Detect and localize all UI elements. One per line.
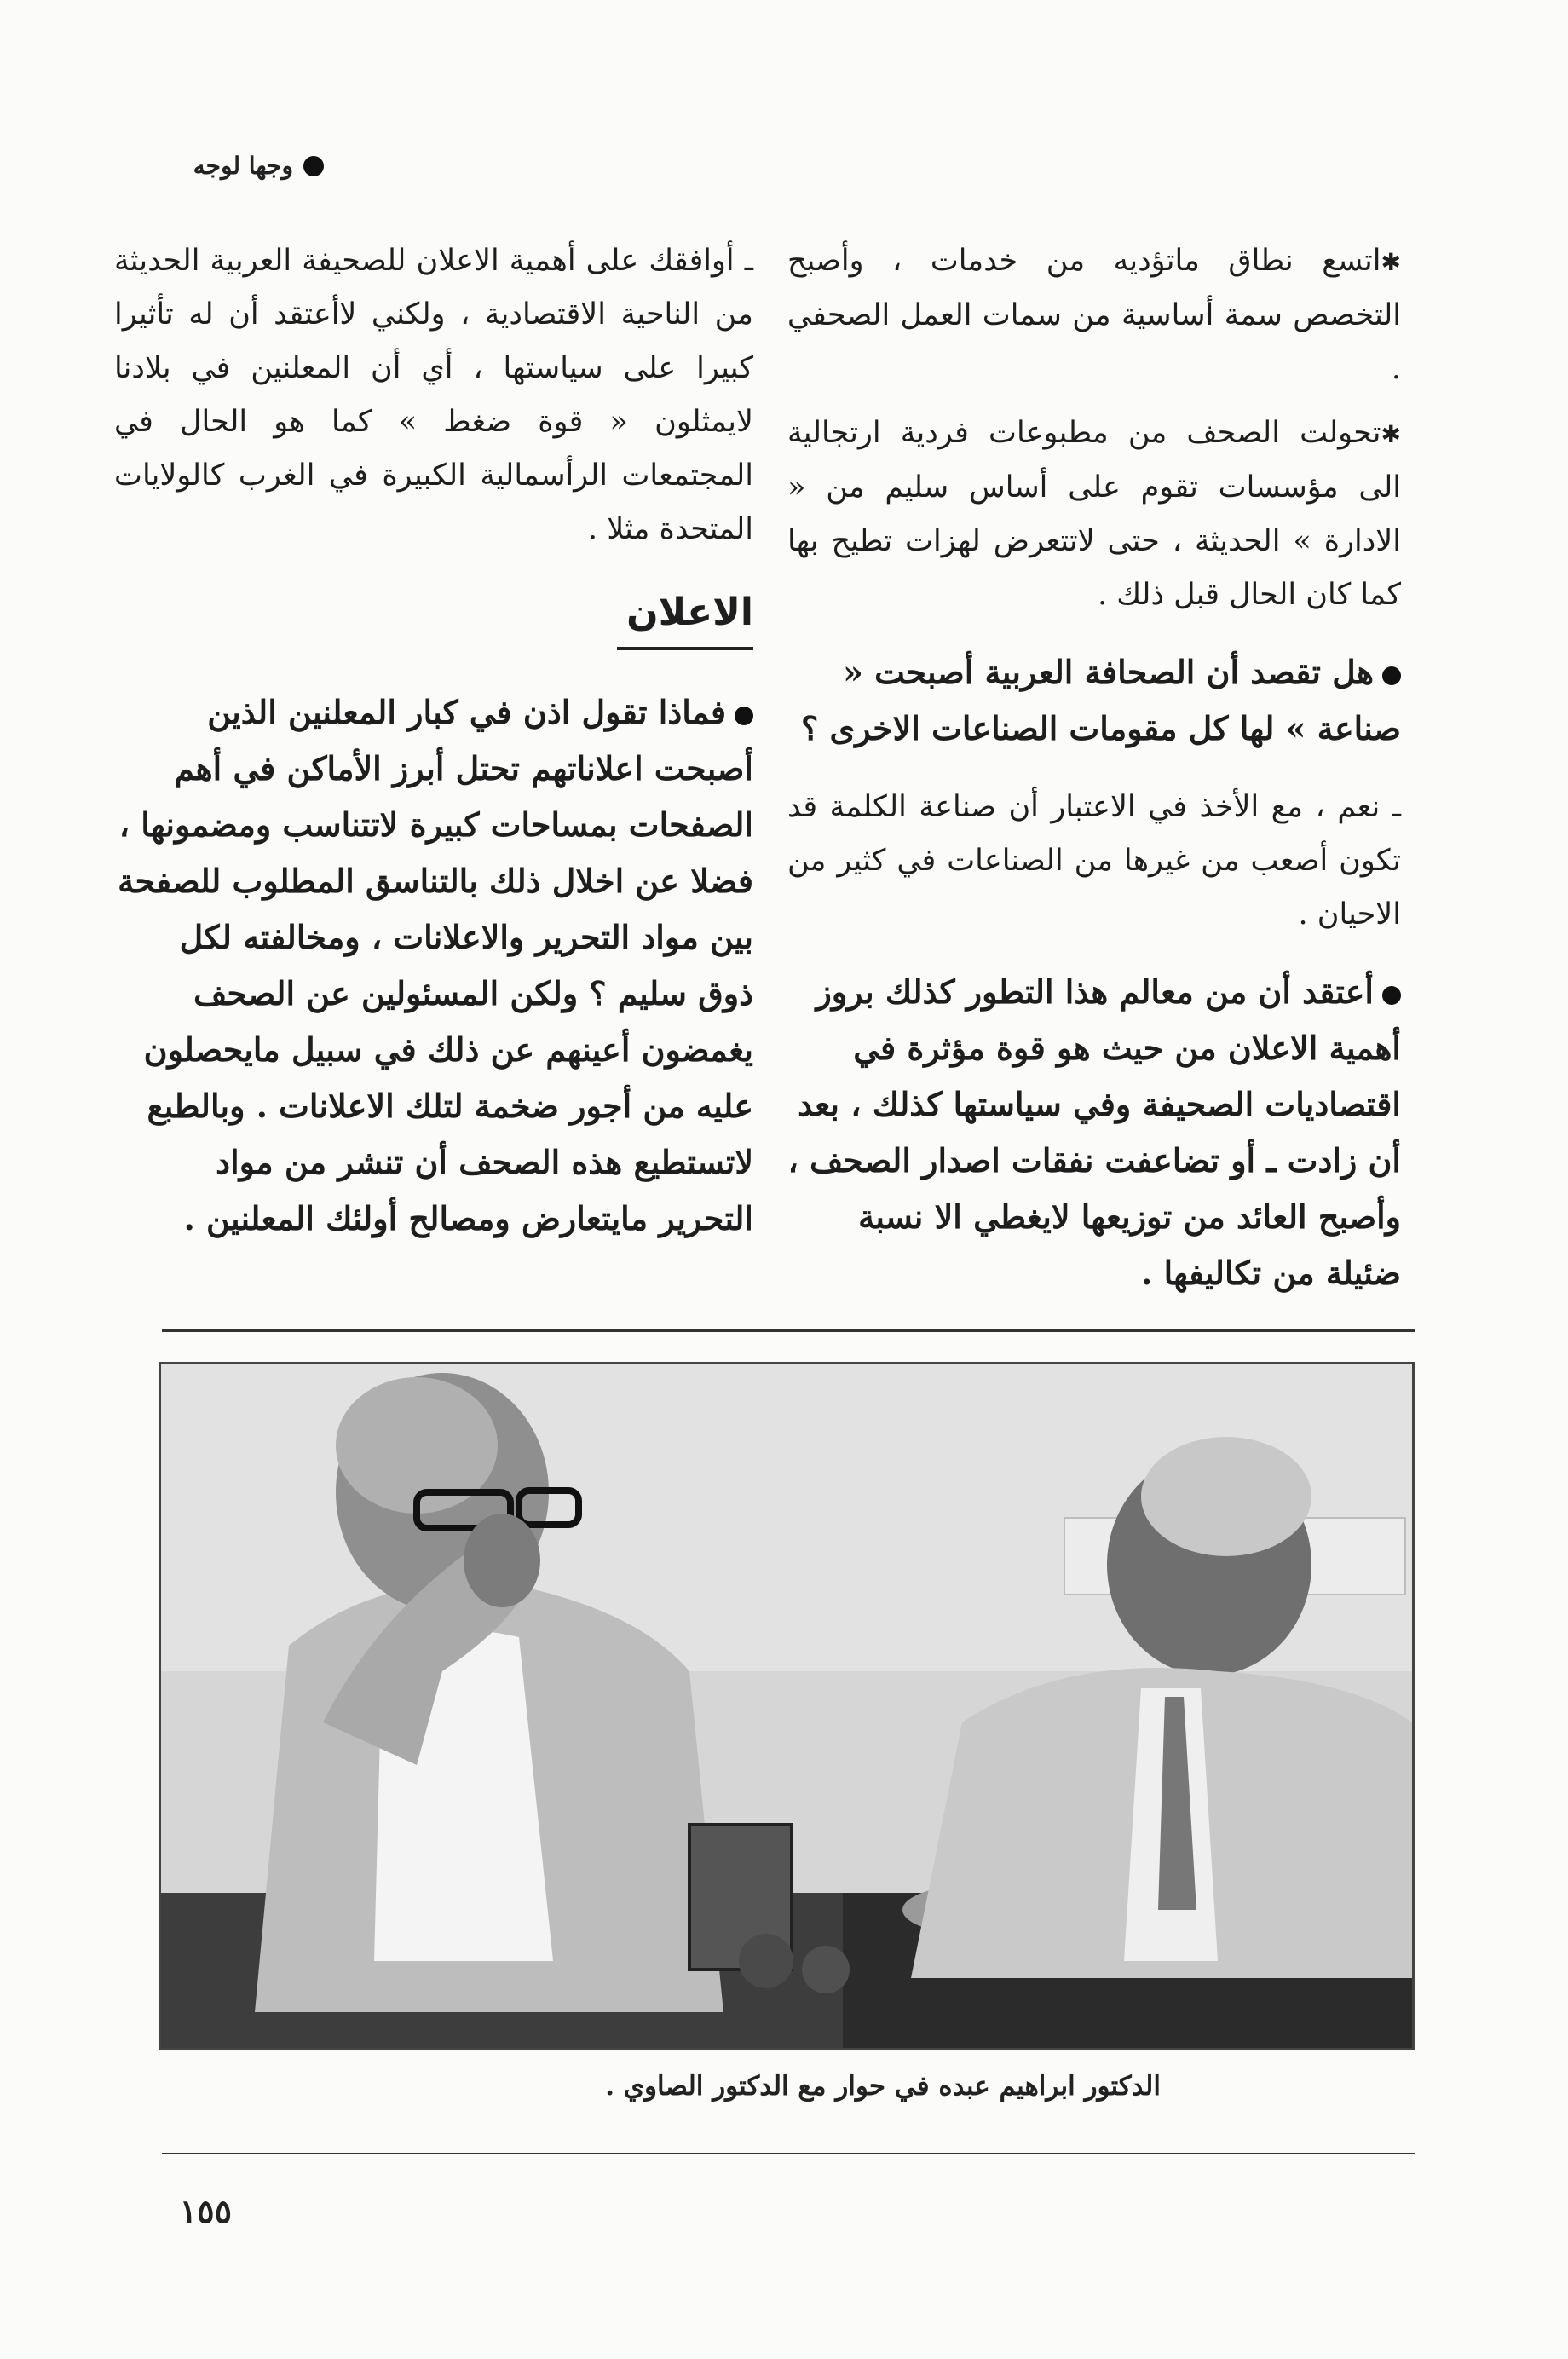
question-text: فماذا تقول اذن في كبار المعلنين الذين أصبحت اعلاناتهم تحتل أبرز الأماكن في أهم الصفحات بمساحات كبيرة لاتتناسب ومضمونها ، فضلا عن اخلال ذلك بالتناسق المطلوب للصفحة بين مواد التحرير والاعلانات ، ومخالفته لكل ذوق سليم ؟ ولكن المسئولين عن الصحف يغمضون أعينهم عن ذلك في سبيل مايحصلون عليه من أجور ضخمة لتلك الاعلانات . وبالطبع لاتستطيع هذه الصحف أن تنشر من مواد التحرير مايتعارض ومصالح أولئك المعلنين . (118, 693, 753, 1237)
star-paragraph (787, 407, 1401, 622)
running-header-title: وجها لوجه (193, 152, 293, 180)
interview-answer: ـ نعم ، مع الأخذ في الاعتبار أن صناعة الكلمة قد تكون أصعب من غيرها من الصناعات في كثير من الاحيان . (787, 790, 1401, 931)
question-text: أعتقد أن من معالم هذا التطور كذلك بروز أهمية الاعلان من حيث هو قوة مؤثرة في اقتصاديات الصحيفة وفي سياستها كذلك ، بعد أن زادت ـ أو تضاعفت نفقات اصدار الصحف ، وأصبح العائد من توزيعها لايغطي الا نسبة ضئيلة من تكاليفها . (787, 972, 1401, 1292)
interview-photo (159, 1362, 1415, 2050)
right-column (787, 234, 1401, 1325)
bullet-icon (735, 707, 753, 725)
section-heading-underline (617, 647, 753, 650)
footer-rule (162, 2153, 1415, 2154)
bullet-icon (303, 156, 324, 176)
interview-question (787, 964, 1401, 1301)
photo-caption: الدكتور ابراهيم عبده في حوار مع الدكتور الصاوي . (605, 2071, 1161, 2102)
section-heading: الاعلان (626, 591, 753, 634)
bullet-icon (1382, 666, 1401, 685)
star-paragraph-text: اتسع نطاق ماتؤديه من خدمات ، وأصبح التخصص سمة أساسية من سمات العمل الصحفي . (787, 244, 1401, 386)
photo-illustration (161, 1364, 1412, 2048)
star-paragraph-text: تحولت الصحف من مطبوعات فردية ارتجالية الى مؤسسات تقوم على أساس سليم من « الادارة » الحديثة ، حتى لاتتعرض لهزات تطيح بها كما كان الحال قبل ذلك . (787, 416, 1401, 612)
bullet-icon (1382, 986, 1401, 1005)
question-text: هل تقصد أن الصحافة العربية أصبحت « صناعة » لها كل مقومات الصناعات الاخرى ؟ (801, 653, 1401, 747)
interview-answer: ـ أوافقك على أهمية الاعلان للصحيفة العربية الحديثة من الناحية الاقتصادية ، ولكني لاأعتقد أن له تأثيرا كبيرا على سياستها ، أي أن المعلنين في بلادنا لايمثلون « قوة ضغط » كما هو الحال في المجتمعات الرأسمالية الكبيرة في الغرب كالولايات المتحدة مثلا . (114, 244, 753, 546)
left-column (114, 234, 753, 1271)
page-number: ١٥٥ (179, 2192, 232, 2230)
divider-rule (162, 1329, 1415, 1332)
star-paragraph (787, 234, 1401, 396)
interview-question (114, 684, 753, 1247)
running-header (193, 152, 324, 180)
interview-question (787, 644, 1401, 757)
